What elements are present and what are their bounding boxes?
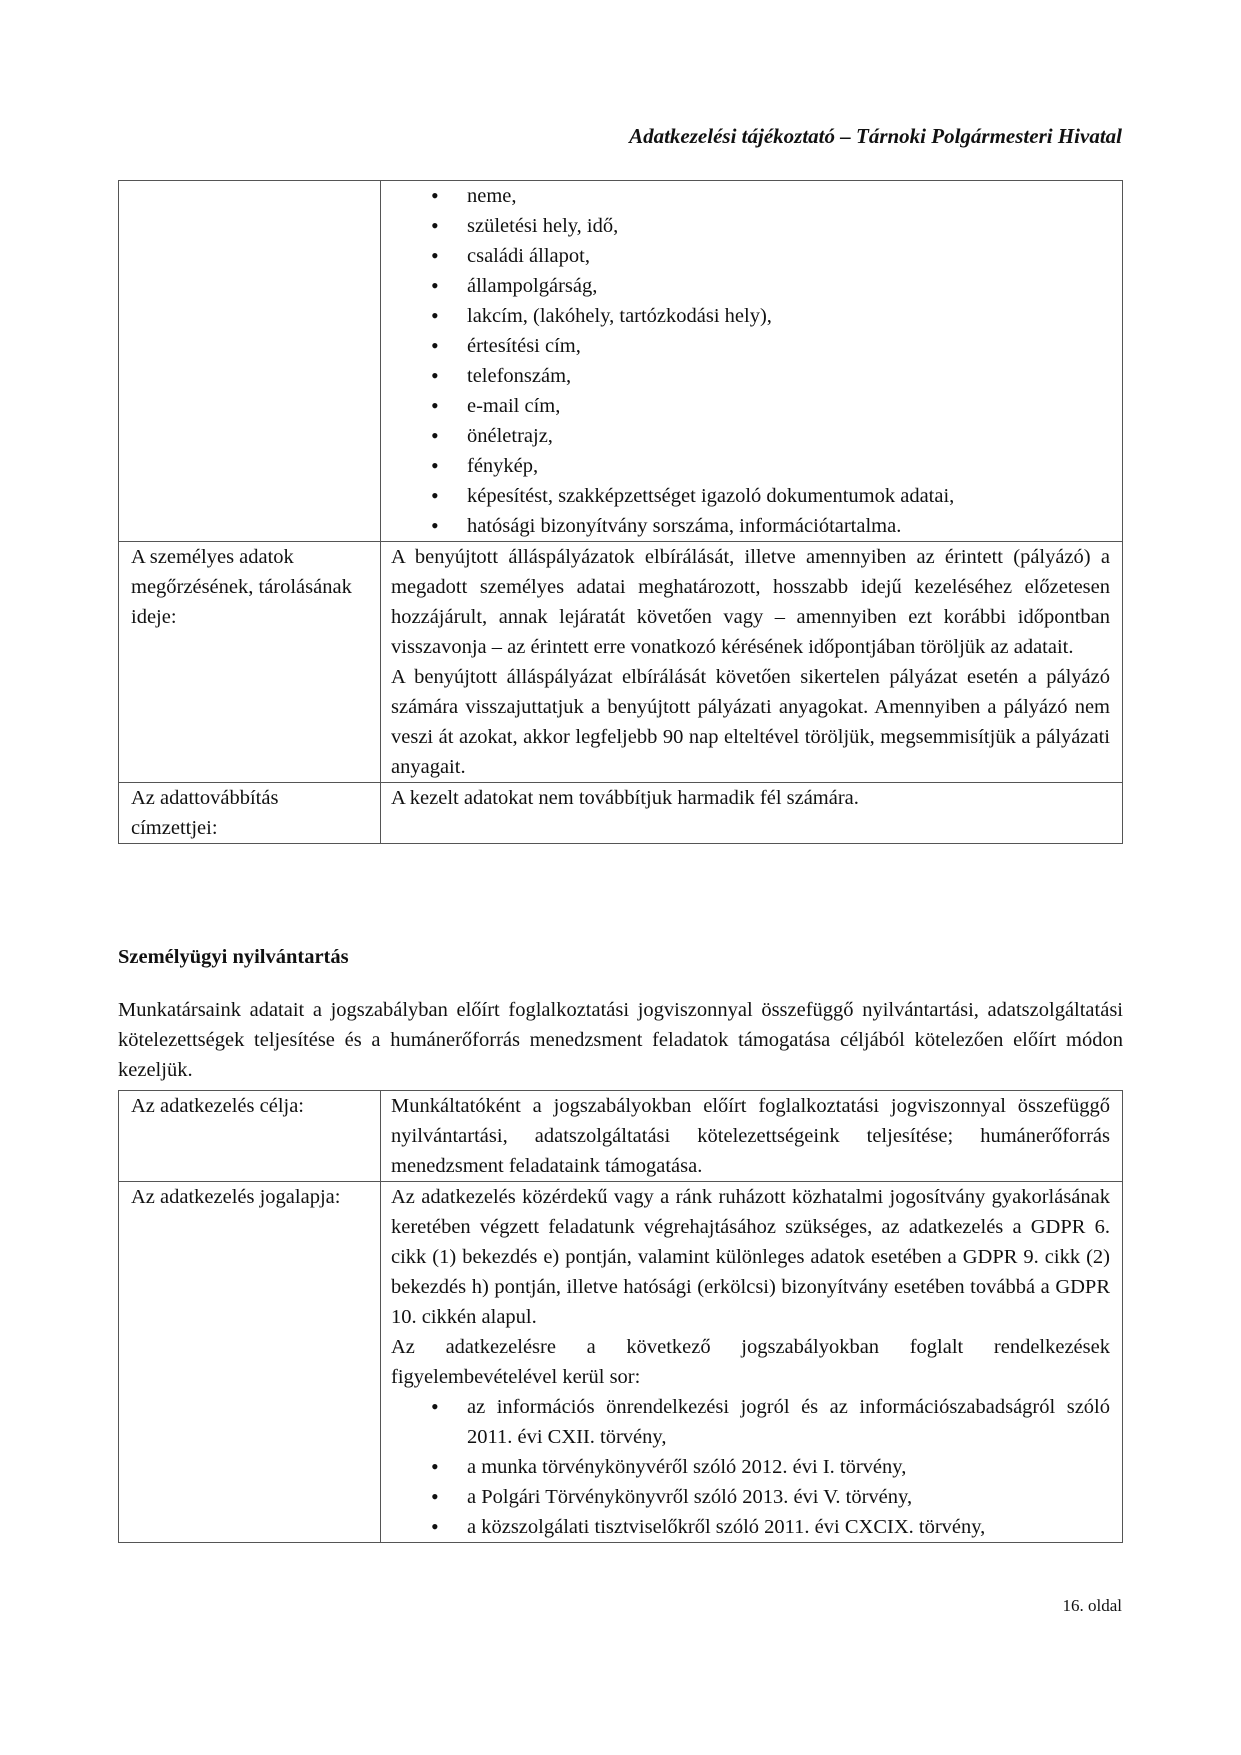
list-item: • az információs önrendelkezési jogról és az információszabadságról szóló 2011. évi CXII. törvény, (391, 1392, 1110, 1452)
list-item: • családi állapot, (391, 241, 1110, 271)
list-item: • a közszolgálati tisztviselőkről szóló 2011. évi CXCIX. törvény, (391, 1512, 1110, 1542)
list-item: • neme, (391, 181, 1110, 211)
list-item: • értesítési cím, (391, 331, 1110, 361)
table-row (119, 1091, 1123, 1182)
row-label: Az adatkezelés célja: (119, 1091, 381, 1182)
row-label: Az adattovábbítás címzettjei: (119, 783, 381, 844)
list-item: • képesítést, szakképzettséget igazoló dokumentumok adatai, (391, 481, 1110, 511)
table-row (119, 181, 1123, 542)
paragraph: A benyújtott álláspályázat elbírálását követően sikertelen pályázat esetén a pályázó számára visszajuttatjuk a benyújtott pályázati anyagokat. Amennyiben a pályázó nem veszi át azokat, akkor legfeljebb 90 nap elteltével töröljük, megsemmisítjük a pályázati anyagait. (391, 666, 1110, 778)
legislation-list (391, 1392, 1110, 1542)
list-item: • önéletrajz, (391, 421, 1110, 451)
paragraph: Az adatkezelésre a következő jogszabályokban foglalt rendelkezések figyelembevételével kerül sor: (391, 1336, 1110, 1388)
list-item: • lakcím, (lakóhely, tartózkodási hely), (391, 301, 1110, 331)
table-row (119, 542, 1123, 783)
row-content (381, 783, 1123, 844)
personal-data-list (391, 181, 1110, 541)
list-item: • e-mail cím, (391, 391, 1110, 421)
list-item: • a Polgári Törvénykönyvről szóló 2013. évi V. törvény, (391, 1482, 1110, 1512)
row-content (381, 181, 1123, 542)
list-item: • születési hely, idő, (391, 211, 1110, 241)
paragraph: Munkáltatóként a jogszabályokban előírt foglalkoztatási jogviszonnyal összefüggő nyilvántartási, adatszolgáltatási kötelezettségeink teljesítése; humánerőforrás menedzsment feladataink támogatása. (391, 1095, 1110, 1177)
list-item: • állampolgárság, (391, 271, 1110, 301)
table-row (119, 1182, 1123, 1543)
row-label: Az adatkezelés jogalapja: (119, 1182, 381, 1543)
row-content (381, 1091, 1123, 1182)
row-content (381, 1182, 1123, 1543)
page-number: 16. oldal (1062, 1596, 1122, 1615)
list-item: • hatósági bizonyítvány sorszáma, információtartalma. (391, 511, 1110, 541)
row-content (381, 542, 1123, 783)
list-item: • fénykép, (391, 451, 1110, 481)
data-processing-table-1 (118, 180, 1123, 844)
row-label: A személyes adatok megőrzésének, tárolásának ideje: (119, 542, 381, 783)
paragraph: A kezelt adatokat nem továbbítjuk harmadik fél számára. (391, 787, 859, 809)
list-item: • a munka törvénykönyvéről szóló 2012. évi I. törvény, (391, 1452, 1110, 1482)
data-processing-table-2 (118, 1090, 1123, 1543)
table-row (119, 783, 1123, 844)
paragraph: Az adatkezelés közérdekű vagy a ránk ruházott közhatalmi jogosítvány gyakorlásának keretében végzett feladatunk végrehajtásához szükséges, az adatkezelés a GDPR 6. cikk (1) bekezdés e) pontján, valamint különleges adatok esetében a GDPR 9. cikk (2) bekezdés h) pontján, illetve hatósági (erkölcsi) bizonyítvány esetében továbbá a GDPR 10. cikkén alapul. (391, 1186, 1110, 1328)
row-label (119, 181, 381, 542)
list-item: • telefonszám, (391, 361, 1110, 391)
running-header: Adatkezelési tájékoztató – Tárnoki Polgármesteri Hivatal (629, 124, 1122, 148)
section-intro: Munkatársaink adatait a jogszabályban előírt foglalkoztatási jogviszonnyal összefüggő nyilvántartási, adatszolgáltatási kötelezettségek teljesítése és a humánerőforrás menedzsment feladatok támogatása céljából kötelezően előírt módon kezeljük. (118, 999, 1123, 1081)
section-title: Személyügyi nyilvántartás (118, 946, 349, 968)
paragraph: A benyújtott álláspályázatok elbírálását, illetve amennyiben az érintett (pályázó) a megadott személyes adatai meghatározott, hosszabb idejű kezeléséhez előzetesen hozzájárult, annak lejáratát követően vagy – amennyiben ezt korábbi időpontban visszavonja – az érintett erre vonatkozó kérésének időpontjában töröljük az adatait. (391, 546, 1110, 658)
